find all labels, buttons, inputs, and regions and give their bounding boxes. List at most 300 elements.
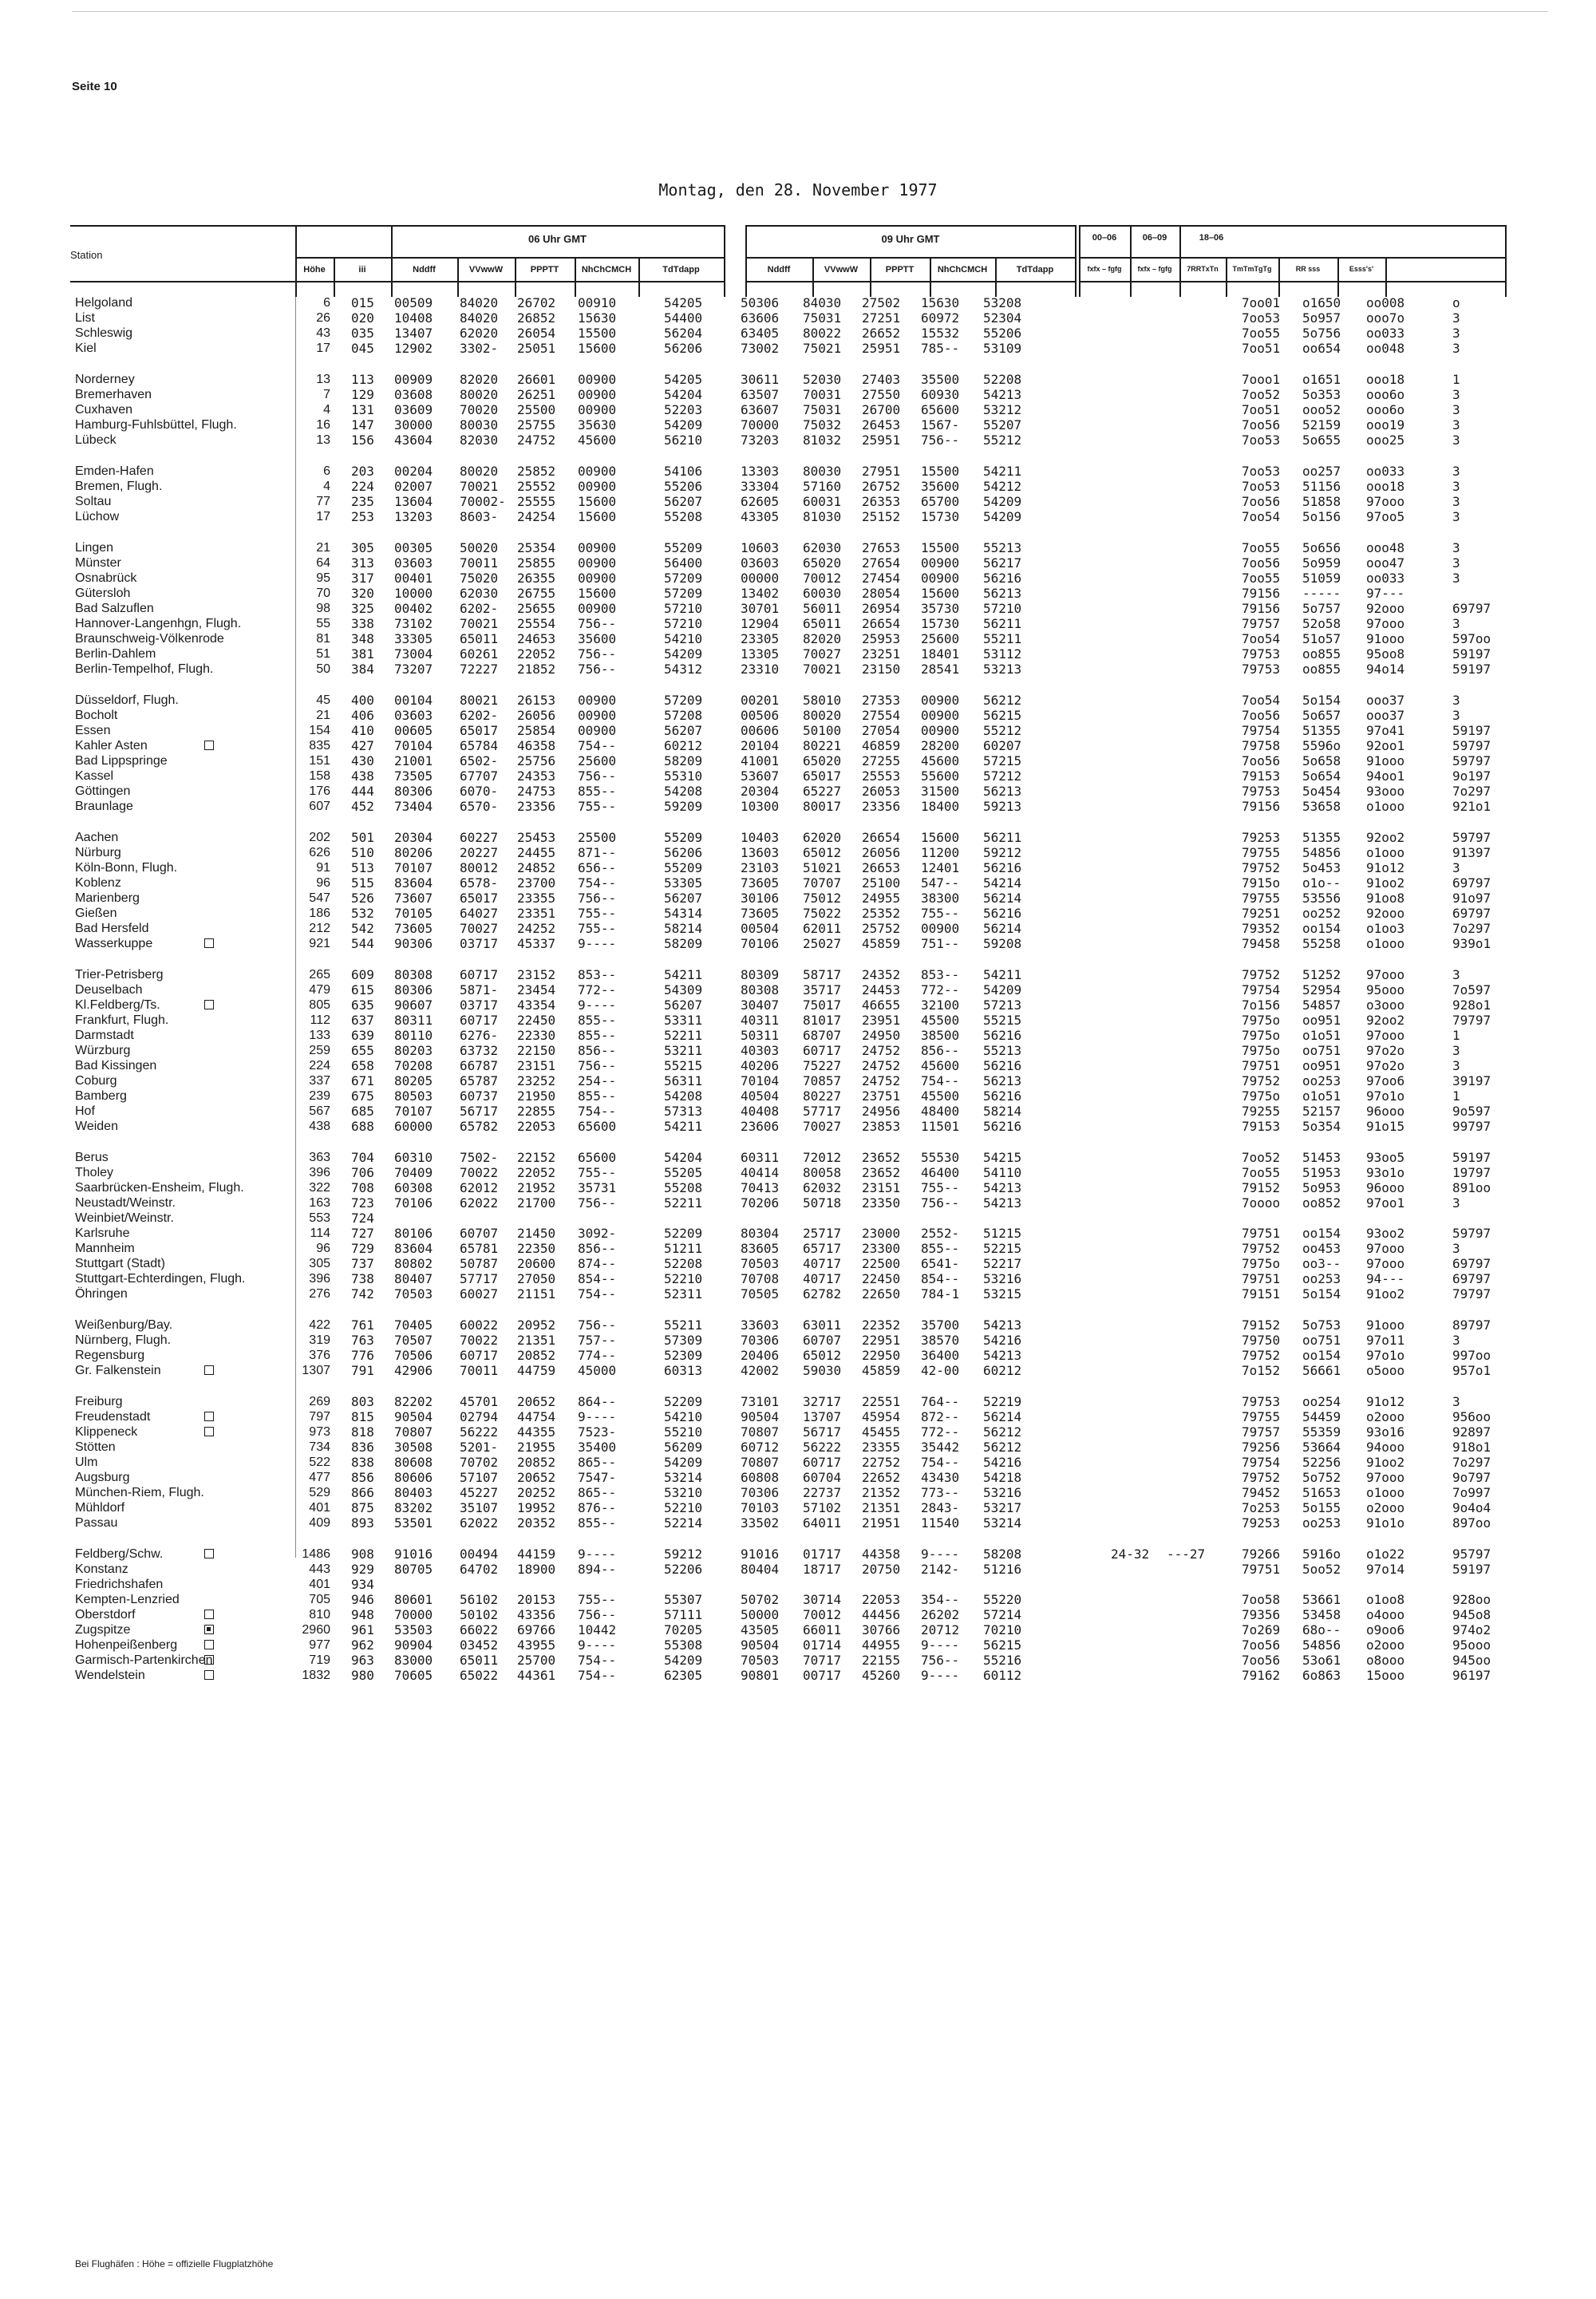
dewpoint-09: 55213 [983, 540, 1022, 555]
vvwww-09: 25717 [803, 1226, 842, 1241]
station-number: 147 [351, 417, 374, 433]
clouds-06: 00910 [578, 295, 617, 310]
ppptt-06: 21151 [517, 1286, 556, 1302]
clouds-06: 254-- [578, 1073, 617, 1088]
dewpoint-09: 55206 [983, 326, 1022, 341]
nddff-09: 30407 [741, 997, 780, 1013]
clouds-06: 754-- [578, 1653, 617, 1668]
footer-note: Bei Flughäfen : Höhe = offizielle Flugplatzhöhe [75, 2258, 274, 2269]
ppptt-06: 20852 [517, 1455, 556, 1470]
station-number: 542 [351, 921, 374, 936]
dewpoint-06: 57210 [664, 616, 703, 631]
dewpoint-09: 54212 [983, 479, 1022, 494]
station-height: 13 [316, 433, 330, 447]
rr-sss: oo033 [1366, 571, 1405, 586]
dewpoint-06: 55308 [664, 1637, 703, 1653]
clouds-09: 55530 [921, 1150, 960, 1165]
ppptt-09: 27353 [862, 693, 901, 708]
vvwww-06: 56222 [460, 1424, 499, 1440]
dewpoint-09: 54211 [983, 967, 1022, 982]
esss: 3 [1452, 509, 1460, 524]
nddff-09: 40504 [741, 1088, 780, 1104]
dewpoint-09: 57214 [983, 1607, 1022, 1622]
rr-sss: ooo37 [1366, 693, 1405, 708]
nddff-09: 73605 [741, 875, 780, 891]
temp-tmtm: 53661 [1302, 1592, 1341, 1607]
header-rule [745, 257, 1076, 259]
station-name: Ulm [75, 1456, 98, 1469]
dewpoint-06: 56400 [664, 555, 703, 571]
nddff-09: 50306 [741, 295, 780, 310]
station-number: 452 [351, 799, 374, 814]
rr-sss: 91o12 [1366, 1394, 1405, 1409]
station-height: 376 [309, 1349, 330, 1362]
precip-7rr: 79356 [1242, 1607, 1281, 1622]
ppptt-09: 26653 [862, 860, 901, 875]
station-height: 805 [309, 998, 330, 1012]
station-name: Passau [75, 1516, 118, 1530]
clouds-09: 755-- [921, 906, 960, 921]
ppptt-09: 27550 [862, 387, 901, 402]
dewpoint-06: 52210 [664, 1271, 703, 1286]
rr-sss: 97o2o [1366, 1043, 1405, 1058]
rr-sss: 92ooo [1366, 601, 1405, 616]
ppptt-06: 21955 [517, 1440, 556, 1455]
ppptt-06: 25051 [517, 341, 556, 356]
vvwww-09: 65012 [803, 845, 842, 860]
esss: 3 [1452, 1394, 1460, 1409]
precip-7rr: 7oo54 [1242, 509, 1281, 524]
vvwww-09: 52030 [803, 372, 842, 387]
esss: 3 [1452, 860, 1460, 875]
precip-7rr: 7oo55 [1242, 571, 1281, 586]
clouds-09: 45600 [921, 753, 960, 768]
header-station: Station [70, 249, 103, 261]
station-name: Essen [75, 724, 111, 737]
vvwww-09: 70031 [803, 387, 842, 402]
precip-7rr: 7975o [1242, 1088, 1281, 1104]
station-height: 305 [309, 1257, 330, 1270]
clouds-06: 656-- [578, 860, 617, 875]
ppptt-09: 27653 [862, 540, 901, 555]
clouds-09: 65600 [921, 402, 960, 417]
esss: 1 [1452, 1088, 1460, 1104]
dewpoint-06: 59209 [664, 799, 703, 814]
ppptt-09: 24950 [862, 1028, 901, 1043]
rr-sss: o4ooo [1366, 1607, 1405, 1622]
vvwww-06: 64702 [460, 1562, 499, 1577]
nddff-09: 30611 [741, 372, 780, 387]
temp-tmtm: 55359 [1302, 1424, 1341, 1440]
station-height: 973 [309, 1425, 330, 1439]
nddff-06: 70506 [394, 1348, 433, 1363]
station-name: Kiel [75, 342, 97, 355]
station-number: 113 [351, 372, 374, 387]
nddff-09: 10403 [741, 830, 780, 845]
precip-7rr: 79751 [1242, 1058, 1281, 1073]
dewpoint-06: 55210 [664, 1424, 703, 1440]
vvwww-09: 81032 [803, 433, 842, 448]
nddff-09: 13603 [741, 845, 780, 860]
station-number: 348 [351, 631, 374, 646]
station-height: 705 [309, 1593, 330, 1606]
ppptt-06: 23355 [517, 891, 556, 906]
precip-7rr: 7oo55 [1242, 326, 1281, 341]
vvwww-09: 56222 [803, 1440, 842, 1455]
vvwww-09: 18717 [803, 1562, 842, 1577]
station-height: 835 [309, 739, 330, 753]
clouds-06: 756-- [578, 1058, 617, 1073]
station-height: 26 [316, 311, 330, 325]
ppptt-06: 20952 [517, 1317, 556, 1333]
clouds-09: 1567- [921, 417, 960, 433]
esss: 3 [1452, 310, 1460, 326]
dewpoint-06: 54208 [664, 1088, 703, 1104]
rr-sss: 91oo2 [1366, 1286, 1405, 1302]
vvwww-06: 70702 [460, 1455, 499, 1470]
esss: 3 [1452, 540, 1460, 555]
vvwww-06: 60707 [460, 1226, 499, 1241]
ppptt-09: 46859 [862, 738, 901, 753]
ppptt-06: 20352 [517, 1515, 556, 1531]
station-name: Augsburg [75, 1471, 130, 1484]
precip-7rr: 7oo52 [1242, 387, 1281, 402]
ppptt-06: 22855 [517, 1104, 556, 1119]
vvwww-06: 70020 [460, 402, 499, 417]
ppptt-09: 44358 [862, 1546, 901, 1562]
temp-tmtm: 54857 [1302, 997, 1341, 1013]
ppptt-06: 25756 [517, 753, 556, 768]
clouds-09: 6541- [921, 1256, 960, 1271]
dewpoint-06: 52210 [664, 1500, 703, 1515]
dewpoint-06: 54106 [664, 464, 703, 479]
header-dewpoint-09: TdTdapp [1016, 265, 1054, 275]
station-name: Aachen [75, 831, 119, 844]
clouds-09: 36400 [921, 1348, 960, 1363]
station-name: Norderney [75, 373, 135, 386]
dewpoint-06: 62305 [664, 1668, 703, 1683]
clouds-09: 785-- [921, 341, 960, 356]
ppptt-06: 21852 [517, 662, 556, 677]
vvwww-09: 63011 [803, 1317, 842, 1333]
header-period-18-06: 18–06 [1199, 233, 1224, 243]
clouds-06: 864-- [578, 1394, 617, 1409]
rr-sss: 93o1o [1366, 1165, 1405, 1180]
nddff-09: 20304 [741, 784, 780, 799]
rr-sss: o1ooo [1366, 845, 1405, 860]
clouds-09: 15500 [921, 464, 960, 479]
temp-tmtm: oo751 [1302, 1043, 1341, 1058]
rr-sss: o2ooo [1366, 1409, 1405, 1424]
clouds-06: 00900 [578, 479, 617, 494]
station-height: 797 [309, 1410, 330, 1424]
vvwww-06: 60022 [460, 1317, 499, 1333]
esss: 3 [1452, 433, 1460, 448]
temp-tmtm: 5o453 [1302, 860, 1341, 875]
nddff-06: 70405 [394, 1317, 433, 1333]
nddff-09: 70104 [741, 1073, 780, 1088]
temp-tmtm: oo951 [1302, 1013, 1341, 1028]
dewpoint-06: 52206 [664, 1562, 703, 1577]
vvwww-09: 35717 [803, 982, 842, 997]
nddff-06: 80205 [394, 1073, 433, 1088]
ppptt-09: 26053 [862, 784, 901, 799]
precip-7rr: 7oo55 [1242, 540, 1281, 555]
clouds-09: 756-- [921, 1653, 960, 1668]
esss: 3 [1452, 616, 1460, 631]
vvwww-06: 60737 [460, 1088, 499, 1104]
nddff-06: 70409 [394, 1165, 433, 1180]
dewpoint-09: 60207 [983, 738, 1022, 753]
station-name: Bad Kissingen [75, 1059, 157, 1072]
clouds-09: 38300 [921, 891, 960, 906]
temp-tmtm: 5oo52 [1302, 1562, 1341, 1577]
ppptt-06: 25354 [517, 540, 556, 555]
ppptt-06: 25700 [517, 1653, 556, 1668]
clouds-09: 2843- [921, 1500, 960, 1515]
ppptt-06: 20153 [517, 1592, 556, 1607]
dewpoint-09: 56212 [983, 1440, 1022, 1455]
nddff-06: 80503 [394, 1088, 433, 1104]
vvwww-06: 70022 [460, 1333, 499, 1348]
temp-tmtm: 51355 [1302, 723, 1341, 738]
rr-sss: ooo37 [1366, 708, 1405, 723]
dewpoint-09: 54213 [983, 1195, 1022, 1211]
nddff-06: 90504 [394, 1409, 433, 1424]
nddff-09: 50000 [741, 1607, 780, 1622]
station-height: 21 [316, 709, 330, 722]
ppptt-06: 20252 [517, 1485, 556, 1500]
rr-sss: 94ooo [1366, 1440, 1405, 1455]
ppptt-06: 19952 [517, 1500, 556, 1515]
nddff-09: 40303 [741, 1043, 780, 1058]
station-name: Kahler Asten [75, 739, 148, 753]
clouds-06: 10442 [578, 1622, 617, 1637]
ppptt-09: 23853 [862, 1119, 901, 1134]
station-name: Konstanz [75, 1562, 128, 1576]
precip-7rr: 79152 [1242, 1180, 1281, 1195]
station-number: 729 [351, 1241, 374, 1256]
header-rule [295, 225, 725, 227]
nddff-06: 73607 [394, 891, 433, 906]
ppptt-09: 27951 [862, 464, 901, 479]
temp-tmtm: 53o61 [1302, 1653, 1341, 1668]
esss: 957o1 [1452, 1363, 1491, 1378]
ppptt-09: 22352 [862, 1317, 901, 1333]
temp-tmtm: 53658 [1302, 799, 1341, 814]
ppptt-06: 24254 [517, 509, 556, 524]
header-ppptt-09: PPPTT [885, 265, 915, 275]
esss: 3 [1452, 967, 1460, 982]
esss: 3 [1452, 571, 1460, 586]
clouds-09: 35442 [921, 1440, 960, 1455]
nddff-06: 80308 [394, 967, 433, 982]
station-name: Bocholt [75, 709, 118, 722]
vvwww-06: 00494 [460, 1546, 499, 1562]
vvwww-06: 65781 [460, 1241, 499, 1256]
precip-7rr: 7oo54 [1242, 631, 1281, 646]
clouds-06: 45600 [578, 433, 617, 448]
clouds-06: 7523- [578, 1424, 617, 1440]
esss: 3 [1452, 1195, 1460, 1211]
dewpoint-09: 56213 [983, 1073, 1022, 1088]
nddff-06: 60308 [394, 1180, 433, 1195]
clouds-06: 00900 [578, 372, 617, 387]
vvwww-09: 65012 [803, 1348, 842, 1363]
rr-sss: 97o2o [1366, 1058, 1405, 1073]
vvwww-09: 70707 [803, 875, 842, 891]
dewpoint-06: 52214 [664, 1515, 703, 1531]
ppptt-09: 24453 [862, 982, 901, 997]
vvwww-09: 81030 [803, 509, 842, 524]
dewpoint-09: 58214 [983, 1104, 1022, 1119]
esss: 7o997 [1452, 1485, 1491, 1500]
station-number: 544 [351, 936, 374, 951]
ppptt-06: 20652 [517, 1394, 556, 1409]
esss: 918o1 [1452, 1440, 1491, 1455]
rr-sss: 93ooo [1366, 784, 1405, 799]
precip-7rr: 7oooo [1242, 1195, 1281, 1211]
station-number: 325 [351, 601, 374, 616]
station-number: 671 [351, 1073, 374, 1088]
nddff-06: 80601 [394, 1592, 433, 1607]
nddff-06: 83604 [394, 875, 433, 891]
dewpoint-09: 53109 [983, 341, 1022, 356]
ppptt-09: 45859 [862, 936, 901, 951]
station-name: Garmisch-Partenkirchen [75, 1653, 213, 1667]
nddff-06: 12902 [394, 341, 433, 356]
rr-sss: 92oo2 [1366, 830, 1405, 845]
dewpoint-06: 55208 [664, 1180, 703, 1195]
clouds-06: 15600 [578, 494, 617, 509]
precip-7rr: 79153 [1242, 1119, 1281, 1134]
clouds-06: 756-- [578, 662, 617, 677]
rr-sss: o8ooo [1366, 1653, 1405, 1668]
ppptt-06: 25854 [517, 723, 556, 738]
esss: 7o297 [1452, 1455, 1491, 1470]
station-number: 156 [351, 433, 374, 448]
vvwww-06: 70021 [460, 479, 499, 494]
station-number: 708 [351, 1180, 374, 1195]
clouds-09: 12401 [921, 860, 960, 875]
nddff-06: 21001 [394, 753, 433, 768]
vvwww-09: 30714 [803, 1592, 842, 1607]
vvwww-06: 82020 [460, 372, 499, 387]
ppptt-06: 21351 [517, 1333, 556, 1348]
esss: 9o797 [1452, 1470, 1491, 1485]
precip-7rr: 79753 [1242, 662, 1281, 677]
ppptt-09: 24752 [862, 1073, 901, 1088]
clouds-09: 853-- [921, 967, 960, 982]
clouds-09: 764-- [921, 1394, 960, 1409]
temp-tmtm: 51059 [1302, 571, 1341, 586]
rr-sss: 93oo2 [1366, 1226, 1405, 1241]
dewpoint-06: 54314 [664, 906, 703, 921]
station-name: Hannover-Langenhgn, Flugh. [75, 617, 242, 630]
dewpoint-06: 54210 [664, 631, 703, 646]
vvwww-09: 80020 [803, 708, 842, 723]
nddff-06: 03603 [394, 708, 433, 723]
vvwww-09: 75227 [803, 1058, 842, 1073]
nddff-09: 70503 [741, 1256, 780, 1271]
dewpoint-09: 55213 [983, 1043, 1022, 1058]
nddff-09: 10603 [741, 540, 780, 555]
dewpoint-06: 54204 [664, 1150, 703, 1165]
ppptt-09: 26654 [862, 830, 901, 845]
temp-tmtm: 5o654 [1302, 768, 1341, 784]
esss: 3 [1452, 341, 1460, 356]
rr-sss: 97o11 [1366, 1333, 1405, 1348]
dewpoint-09: 56215 [983, 1637, 1022, 1653]
ppptt-09: 23151 [862, 1180, 901, 1195]
station-height: 163 [309, 1196, 330, 1210]
station-height: 202 [309, 831, 330, 844]
ppptt-06: 43354 [517, 997, 556, 1013]
nddff-06: 60310 [394, 1150, 433, 1165]
station-name: Cuxhaven [75, 403, 133, 417]
station-height: 17 [316, 510, 330, 523]
vvwww-09: 64011 [803, 1515, 842, 1531]
clouds-06: 00900 [578, 555, 617, 571]
dewpoint-06: 54209 [664, 417, 703, 433]
station-height: 70 [316, 587, 330, 600]
vvwww-09: 65717 [803, 1241, 842, 1256]
station-height: 7 [323, 388, 330, 401]
vvwww-06: 65017 [460, 891, 499, 906]
esss: 59197 [1452, 646, 1491, 662]
mountain-station-marker-icon [204, 1412, 214, 1421]
clouds-09: 751-- [921, 936, 960, 951]
station-height: 158 [309, 769, 330, 783]
nddff-06: 02007 [394, 479, 433, 494]
dewpoint-09: 60212 [983, 1363, 1022, 1378]
nddff-06: 70107 [394, 860, 433, 875]
temp-tmtm: 51453 [1302, 1150, 1341, 1165]
clouds-09: 15532 [921, 326, 960, 341]
dewpoint-09: 56212 [983, 693, 1022, 708]
header-vvwww-06: VVwwW [468, 265, 504, 275]
station-name: Feldberg/Schw. [75, 1547, 164, 1561]
clouds-06: 65600 [578, 1150, 617, 1165]
ppptt-09: 22450 [862, 1271, 901, 1286]
ppptt-06: 24852 [517, 860, 556, 875]
vvwww-06: 60717 [460, 1013, 499, 1028]
esss: 59797 [1452, 830, 1491, 845]
dewpoint-09: 51216 [983, 1562, 1022, 1577]
clouds-09: 45500 [921, 1088, 960, 1104]
temp-tmtm: 52159 [1302, 417, 1341, 433]
temp-tmtm: 5o655 [1302, 433, 1341, 448]
vvwww-09: 62782 [803, 1286, 842, 1302]
dewpoint-06: 56207 [664, 494, 703, 509]
station-number: 737 [351, 1256, 374, 1271]
dewpoint-09: 56216 [983, 1058, 1022, 1073]
esss: o [1452, 295, 1460, 310]
clouds-06: 756-- [578, 891, 617, 906]
vvwww-09: 68707 [803, 1028, 842, 1043]
header-rule [1079, 257, 1506, 259]
esss: 945o8 [1452, 1607, 1491, 1622]
station-height: 921 [309, 937, 330, 950]
dewpoint-09: 54218 [983, 1470, 1022, 1485]
nddff-09: 43505 [741, 1622, 780, 1637]
station-height: 4 [323, 480, 330, 493]
precip-7rr: 79153 [1242, 768, 1281, 784]
clouds-06: 00900 [578, 601, 617, 616]
precip-7rr: 79156 [1242, 586, 1281, 601]
dewpoint-06: 55206 [664, 479, 703, 494]
dewpoint-09: 58208 [983, 1546, 1022, 1562]
